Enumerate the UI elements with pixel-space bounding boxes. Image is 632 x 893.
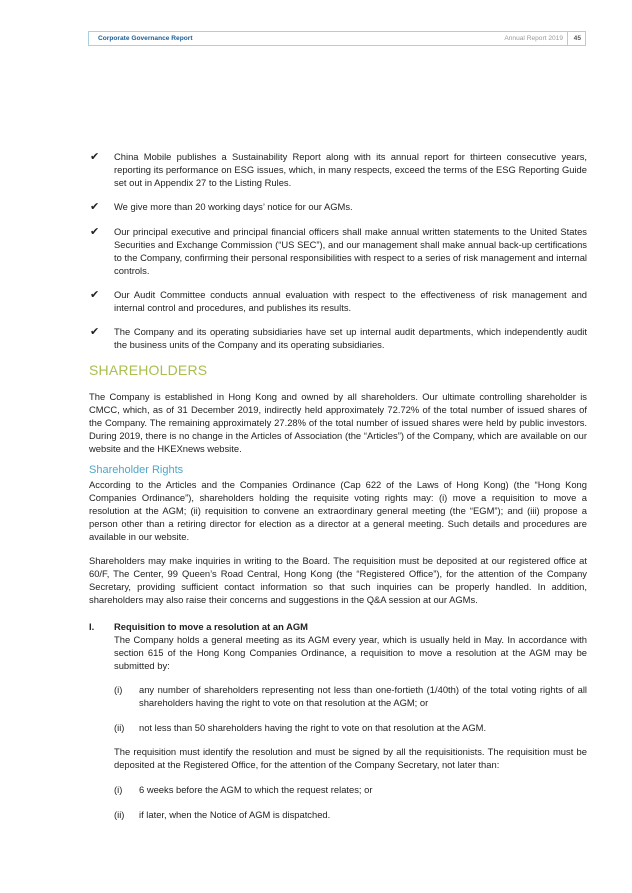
shareholder-rights-paragraph: According to the Articles and the Companies Ordinance (Cap 622 of the Laws of Hong Kong) (the “Hong Kong Companies Ordinance”), shareholders holding the requisite voting rights may: (i) move a requisition to move a resolution at the AGM; (ii) requisition to convene an extraordinary general meeting (the “EGM”); and (iii) propose a person other than a retiring director for election as a director at a general meeting. Such details and procedures are available in our website.	[89, 479, 587, 542]
list-label: (i)	[114, 684, 123, 695]
section-number: I.	[89, 621, 95, 632]
bullet-item: We give more than 20 working days’ notice for our AGMs.	[114, 201, 353, 212]
check-mark-icon: ✔	[90, 289, 100, 301]
requisition-paragraph: The requisition must identify the resolution and must be signed by all the requisitionists. The requisition must be deposited at the Registered Office, for the attention of the Company Secretary, not later than:	[114, 746, 587, 770]
list-item: 6 weeks before the AGM to which the request relates; or	[139, 784, 373, 795]
list-item: if later, when the Notice of AGM is dispatched.	[139, 809, 331, 820]
check-mark-icon: ✔	[90, 326, 100, 338]
page-header	[88, 31, 586, 46]
bullet-item: The Company and its operating subsidiaries have set up internal audit departments, which independently audit the business units of the Company and its operating subsidiaries.	[114, 326, 587, 350]
header-section-title: Corporate Governance Report	[98, 35, 193, 42]
page-number: 45	[573, 35, 581, 42]
header-report-title: Annual Report 2019	[504, 35, 563, 42]
bullet-item: Our principal executive and principal financial officers shall make annual written statements to the United States Securities and Exchange Commission (“US SEC”), and our management shall make annual back-up certifications to the Company, confirming their personal responsibilities with respect to a series of risk management and internal controls.	[114, 226, 587, 276]
section-title: Requisition to move a resolution at an AGM	[114, 621, 308, 632]
check-mark-icon: ✔	[90, 226, 100, 238]
list-label: (i)	[114, 784, 123, 795]
inquiries-paragraph: Shareholders may make inquiries in writing to the Board. The requisition must be deposited at our registered office at 60/F, The Center, 99 Queen’s Road Central, Hong Kong (the “Registered Office”), for the attention of the Company Secretary, providing sufficient contact information so that such inquiries can be properly handled. In addition, shareholders may also raise their concerns and suggestions in the Q&A session at our AGMs.	[89, 555, 587, 605]
list-label: (ii)	[114, 722, 125, 733]
shareholders-intro: The Company is established in Hong Kong and owned by all shareholders. Our ultimate controlling shareholder is CMCC, which, as of 31 December 2019, indirectly held approximately 72.72% of the total number of issued shares of the Company. The remaining approximately 27.28% of the total number of issued shares were held by public investors. During 2019, there is no change in the Articles of Association (the “Articles”) of the Company, which are available on our website and the HKEXnews website.	[89, 391, 587, 454]
list-item: any number of shareholders representing not less than one-fortieth (1/40th) of the total voting rights of all shareholders having the right to vote on that resolution at the AGM; or	[139, 684, 587, 708]
section-heading-shareholders: SHAREHOLDERS	[89, 362, 208, 378]
list-label: (ii)	[114, 809, 125, 820]
check-mark-icon: ✔	[90, 201, 100, 213]
list-item: not less than 50 shareholders having the right to vote on that resolution at the AGM.	[139, 722, 487, 733]
header-divider	[567, 32, 568, 45]
section-paragraph: The Company holds a general meeting as its AGM every year, which is usually held in May. In accordance with section 615 of the Hong Kong Companies Ordinance, a requisition to move a resolution at the AGM may be submitted by:	[114, 634, 587, 671]
subheading-shareholder-rights: Shareholder Rights	[89, 464, 184, 476]
check-mark-icon: ✔	[90, 151, 100, 163]
bullet-item: Our Audit Committee conducts annual evaluation with respect to the effectiveness of risk management and internal control and procedures, and publishes its results.	[114, 289, 587, 313]
bullet-item: China Mobile publishes a Sustainability Report along with its annual report for thirteen consecutive years, reporting its performance on ESG issues, which, in many respects, exceed the terms of the ESG Reporting Guide set out in Appendix 27 to the Listing Rules.	[114, 151, 587, 188]
